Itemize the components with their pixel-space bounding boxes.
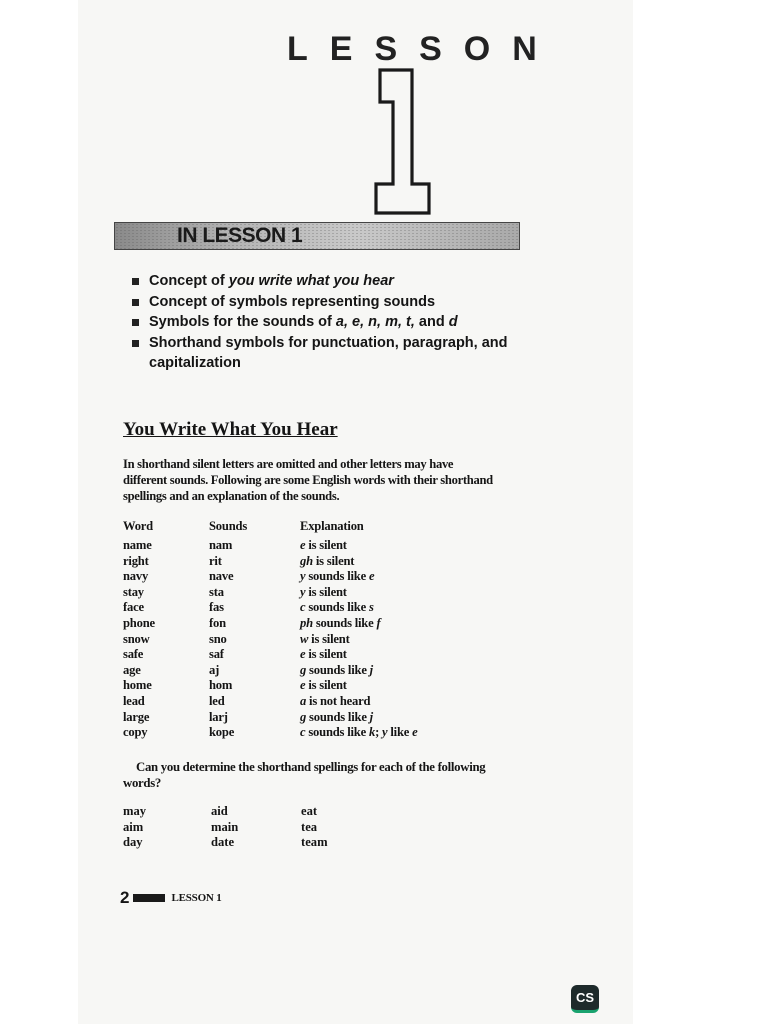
explanation-letter: e [368,569,375,584]
explanation-letter: f [376,615,381,630]
explanation-text: is silent [305,678,347,693]
explanation-letter: e [412,725,418,740]
explanation-cell [300,694,490,710]
word-cell: snow [123,631,150,646]
banner-label: IN LESSON 1 [177,224,303,247]
practice-word: day [123,835,143,849]
table-row [123,678,490,694]
sound-cell: hom [209,678,233,693]
practice-word: team [301,835,328,849]
explanation-letter: e [300,538,306,552]
word-cell: safe [123,647,144,662]
objectives-list [132,271,512,374]
objective-emphasis: d [448,314,458,330]
explanation-text: is silent [308,631,350,646]
table-row [123,647,490,663]
word-cell: lead [123,693,145,708]
explanation-letter: e [300,647,306,662]
explanation-letter: y [300,569,306,584]
explanation-cell [300,647,490,663]
explanation-cell [300,678,490,694]
explanation-cell [300,616,490,632]
sound-cell: fon [209,615,226,630]
explanation-letter: y [300,584,306,599]
objective-text: Symbols for the sounds of [149,314,336,330]
word-cell: face [123,600,144,615]
explanation-letter: e [300,678,306,693]
explanation-text: is silent [312,553,355,568]
bullet-square-icon [132,278,139,285]
word-cell: stay [123,584,144,599]
word-cell: right [123,553,149,568]
explanation-letter: gh [300,553,313,568]
explanation-cell [300,725,490,741]
explanation-letter: c [300,600,306,615]
objective-item [132,271,512,292]
explanation-cell [300,632,490,648]
objective-text: Concept of symbols representing sounds [149,293,436,310]
bullet-square-icon [132,340,139,347]
header-explanation: Explanation [300,519,364,533]
book-page [78,0,633,1024]
intro-paragraph: In shorthand silent letters are omitted and other letters may have different sounds. Following are some English words with their shorthand spellings and an explanation of the sounds. [123,457,493,503]
sound-cell: nam [209,538,233,552]
explanation-text: is not heard [306,693,371,708]
explanation-letter: ph [300,615,313,630]
page-number: 2 [120,888,130,907]
word-sounds-table [123,519,490,741]
explanation-letter: w [300,631,309,646]
sound-cell: nave [209,569,234,584]
bullet-square-icon [132,319,139,326]
table-row [123,600,490,616]
table-row [123,538,490,554]
explanation-letter: c [300,725,306,740]
explanation-text: is silent [305,647,347,662]
page-footer [120,888,222,908]
sound-cell: sta [209,584,224,599]
table-row [123,725,490,741]
objective-emphasis: a, e, n, m, t, [335,314,415,330]
objective-item [132,333,512,374]
sound-cell: rit [209,553,222,568]
explanation-letter: g [300,662,307,677]
explanation-text: sounds like [306,709,370,724]
explanation-text: sounds like [306,662,370,677]
explanation-letter: g [300,709,307,724]
explanation-text: sounds like [305,600,369,615]
bullet-square-icon [132,299,139,306]
objective-text: and [414,314,449,330]
practice-word: date [211,835,235,849]
explanation-cell [300,600,490,616]
objective-item [132,312,512,333]
practice-question: Can you determine the shorthand spellings for each of the following words? [123,760,486,790]
practice-word: aim [123,819,144,834]
explanation-text: like [387,725,413,740]
sound-cell: sno [209,631,227,646]
word-cell: navy [123,569,149,584]
explanation-cell [300,554,490,570]
practice-word: tea [301,819,318,834]
explanation-letter: y [382,725,388,740]
table-row [123,616,490,632]
objective-text: Shorthand symbols for punctuation, paragraph, and capitalization [149,334,508,371]
footer-label: LESSON 1 [171,892,222,904]
objective-text: Concept of [149,273,229,289]
explanation-letter: j [369,662,373,677]
explanation-letter: j [369,709,373,724]
sound-cell: larj [209,709,228,724]
explanation-text: sounds like [305,569,369,584]
table-row [123,710,490,726]
practice-words [123,804,361,851]
explanation-text: sounds like [305,725,369,740]
sound-cell: kope [209,725,235,740]
sound-cell: led [209,693,225,708]
sound-cell: aj [209,662,220,677]
table-row [123,663,490,679]
lesson-number-outline [372,66,434,218]
word-cell: age [123,662,141,677]
lesson-heading: LESSON [287,30,559,68]
practice-word: may [123,804,147,818]
explanation-text: sounds like [312,615,377,630]
word-cell: phone [123,615,155,630]
practice-word: main [211,819,239,834]
section-title: You Write What You Hear [123,419,338,440]
table-row [123,585,490,601]
footer-bar [133,894,165,902]
table-header-row [123,519,490,538]
practice-word: aid [211,804,228,818]
word-cell: home [123,678,152,693]
in-lesson-banner [114,222,520,250]
explanation-cell [300,663,490,679]
table-row [123,632,490,648]
word-cell: name [123,538,152,552]
objective-item [132,292,512,313]
explanation-cell [300,569,490,585]
word-cell: large [123,709,150,724]
sound-cell: saf [209,647,224,662]
table-row [123,554,490,570]
explanation-cell [300,538,490,554]
explanation-text: is silent [305,584,347,599]
objective-emphasis: you write what you hear [228,273,394,289]
explanation-letter: a [300,693,307,708]
table-row [123,694,490,710]
camscanner-logo-icon: CS [571,985,599,1013]
practice-word: eat [301,804,318,818]
explanation-cell [300,710,490,726]
explanation-text: ; [375,725,383,740]
explanation-text: is silent [305,538,347,552]
header-sounds: Sounds [209,519,248,533]
table-row [123,569,490,585]
explanation-letter: s [368,600,374,615]
explanation-letter: k [368,725,376,740]
explanation-cell [300,585,490,601]
header-word: Word [123,519,153,533]
sound-cell: fas [209,600,224,615]
word-cell: copy [123,725,148,740]
